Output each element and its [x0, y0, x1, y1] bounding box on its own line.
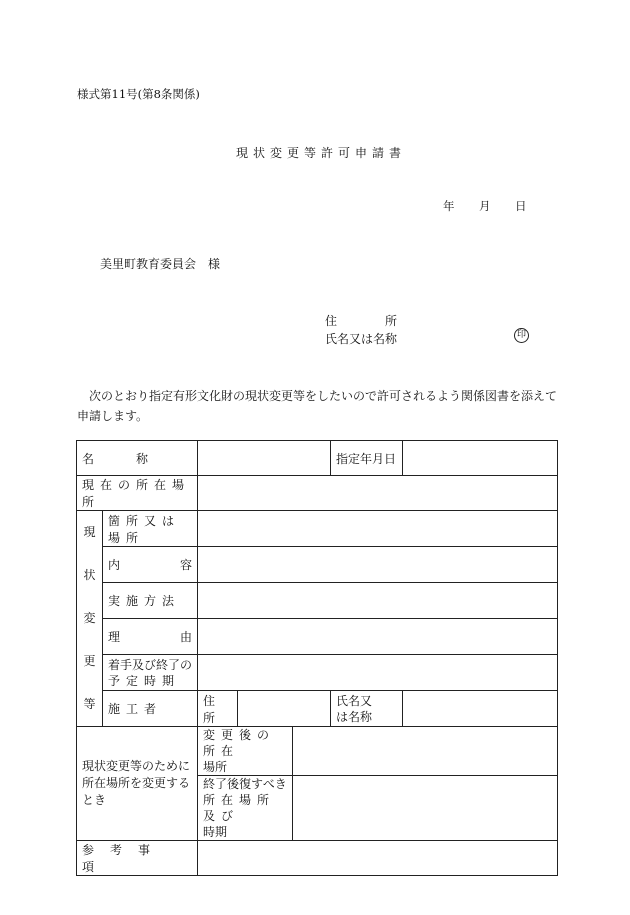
change-reason-field[interactable] — [198, 619, 558, 655]
change-place-field[interactable] — [198, 511, 558, 547]
contractor-label: 施工者 — [103, 691, 198, 727]
contractor-name-label: 氏名又 は名称 — [331, 691, 403, 727]
addressee: 美里町教育委員会 様 — [100, 257, 221, 271]
designation-date-field[interactable] — [403, 441, 558, 476]
return-location-label: 終了後復すべき 所在場所及び 時期 — [198, 776, 293, 841]
new-location-label: 変更後の所在 場所 — [198, 727, 293, 776]
change-method-label: 実施方法 — [103, 583, 198, 619]
change-reason-label: 理 由 — [103, 619, 198, 655]
contractor-name-field[interactable] — [403, 691, 558, 727]
contractor-address-label: 住所 — [198, 691, 238, 727]
date-year: 年 — [443, 199, 455, 213]
body-text: 次のとおり指定有形文化財の現状変更等をしたいので許可されるよう関係図書を添えて申請します。 — [77, 389, 558, 423]
change-group-label: 現 状 変 更 等 — [77, 511, 103, 727]
applicant-name-label: 氏名又は名称 — [325, 332, 398, 346]
seal-mark: 印 — [514, 328, 529, 343]
date-day: 日 — [515, 199, 527, 213]
document-title: 現状変更等許可申請書 — [235, 146, 406, 160]
contractor-address-field[interactable] — [238, 691, 331, 727]
relocation-label: 現状変更等のために所在場所を変更するとき — [77, 727, 198, 841]
name-label: 名 称 — [77, 441, 198, 476]
new-location-field[interactable] — [293, 727, 558, 776]
date-line — [443, 198, 527, 214]
application-table — [76, 440, 558, 876]
change-place-label: 箇所又は場所 — [103, 511, 198, 547]
notes-field[interactable] — [198, 841, 558, 876]
change-content-field[interactable] — [198, 547, 558, 583]
notes-label: 参考事項 — [77, 841, 198, 876]
change-content-label: 内 容 — [103, 547, 198, 583]
change-schedule-label: 着手及び終了の 予定時期 — [103, 655, 198, 691]
date-month: 月 — [479, 199, 491, 213]
applicant-address-label: 住 所 — [325, 314, 398, 328]
change-method-field[interactable] — [198, 583, 558, 619]
form-number: 様式第11号(第8条関係) — [77, 87, 200, 101]
change-schedule-field[interactable] — [198, 655, 558, 691]
current-location-field[interactable] — [198, 476, 558, 511]
return-location-field[interactable] — [293, 776, 558, 841]
name-field[interactable] — [198, 441, 331, 476]
designation-date-label: 指定年月日 — [331, 441, 403, 476]
current-location-label: 現在の所在場所 — [77, 476, 198, 511]
